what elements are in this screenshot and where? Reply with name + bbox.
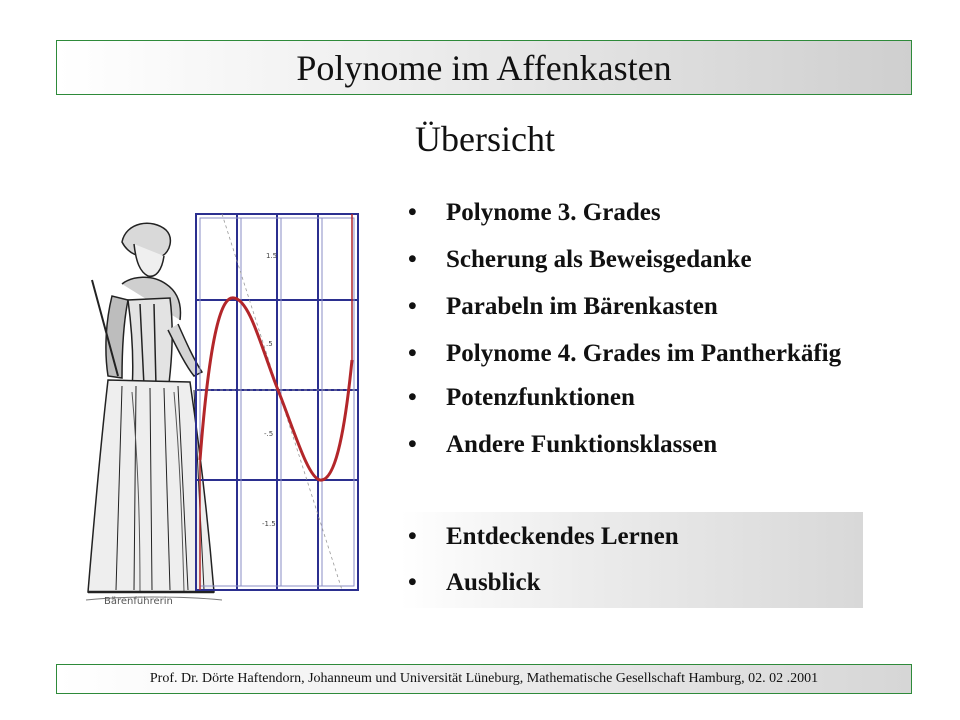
title-bar (56, 40, 912, 95)
bullet-item (408, 339, 878, 369)
bullet-item (408, 198, 878, 228)
bullet-dot: • (408, 246, 417, 273)
bullet-text: Scherung als Beweisgedanke (446, 246, 752, 273)
bullet-dot: • (408, 199, 417, 226)
bullet-dot: • (408, 384, 417, 411)
footer-bar (56, 664, 912, 694)
bullet-item (408, 383, 878, 413)
bullet-dot: • (408, 431, 417, 458)
bullet-dot: • (408, 293, 417, 320)
bullet-item (408, 245, 878, 275)
bullet-text: Potenzfunktionen (446, 384, 635, 411)
cage-grid (196, 214, 358, 590)
footer-text: Prof. Dr. Dörte Haftendorn, Johanneum und Universität Lüneburg, Mathematische Gesellschaft Hamburg, 02. 02 .2001 (149, 671, 819, 686)
highlighted-bullet-list (408, 522, 868, 614)
bullet-dot: • (408, 569, 417, 596)
axis-label-4: -1.5 (262, 520, 276, 528)
axis-label-1: 1.5 (266, 252, 278, 260)
bullet-dot: • (408, 340, 417, 367)
axis-label-3: -.5 (264, 430, 274, 438)
bullet-text: Parabeln im Bärenkasten (446, 293, 718, 320)
figure-illustration (82, 200, 372, 610)
bullet-text: Andere Funktionsklassen (446, 431, 718, 458)
bullet-item (408, 430, 878, 460)
slide-title: Polynome im Affenkasten (296, 47, 672, 88)
bullet-text: Ausblick (446, 569, 541, 596)
bullet-list (408, 198, 878, 477)
bullet-dot: • (408, 523, 417, 550)
bullet-text: Entdeckendes Lernen (446, 523, 679, 550)
bullet-text: Polynome 3. Grades (446, 199, 661, 226)
baerenfuehrerin-figure (82, 200, 372, 610)
axis-label-2: .5 (266, 340, 273, 348)
woman-drawing (86, 223, 222, 600)
figure-caption: Bärenführerin (104, 596, 173, 607)
bullet-text: Polynome 4. Grades im Pantherkäfig (446, 340, 842, 367)
bullet-item (408, 522, 868, 552)
bullet-item (408, 568, 868, 598)
bullet-item (408, 292, 878, 322)
slide-subtitle: Übersicht (415, 119, 555, 159)
